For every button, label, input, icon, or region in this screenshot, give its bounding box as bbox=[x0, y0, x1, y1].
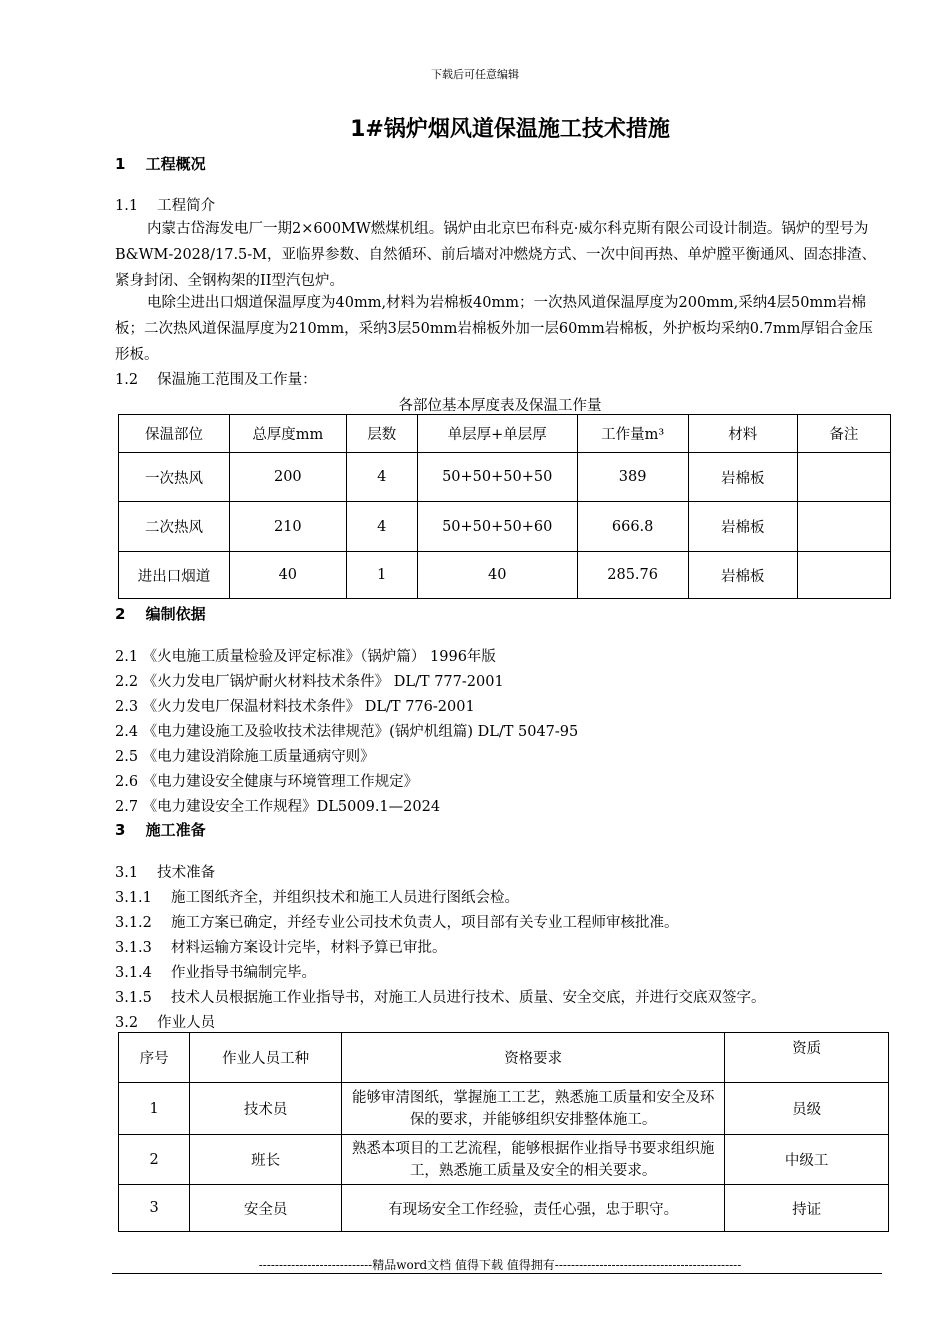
table-cell: 50+50+50+50 bbox=[417, 453, 577, 502]
table-cell: 中级工 bbox=[725, 1135, 889, 1185]
table-cell: 班长 bbox=[190, 1135, 342, 1185]
table-cell: 3 bbox=[119, 1185, 190, 1232]
table-cell: 持证 bbox=[725, 1185, 889, 1232]
section-2-heading: 2 编制依据 bbox=[115, 605, 206, 623]
header-note: 下载后可任意编辑 bbox=[431, 68, 519, 81]
table-cell: 389 bbox=[577, 453, 688, 502]
reference-item: 2.7 《电力建设安全工作规程》DL5009.1—2024 bbox=[115, 799, 441, 815]
table-cell: 一次热风 bbox=[119, 453, 230, 502]
table-cell: 4 bbox=[346, 453, 417, 502]
section-1-1-heading: 1.1 工程简介 bbox=[115, 198, 216, 214]
table-row bbox=[119, 552, 891, 599]
table-cell: 1 bbox=[346, 552, 417, 599]
table-cell: 有现场安全工作经验，责任心强，忠于职守。 bbox=[342, 1185, 725, 1232]
header-cell: 保温部位 bbox=[119, 415, 230, 453]
table-cell: 1 bbox=[119, 1083, 190, 1135]
thickness-table bbox=[118, 414, 891, 599]
table-cell: 技术员 bbox=[190, 1083, 342, 1135]
reference-item: 2.4 《电力建设施工及验收技术法律规范》(锅炉机组篇) DL/T 5047-95 bbox=[115, 724, 579, 740]
header-cell: 备注 bbox=[797, 415, 890, 453]
table-header-row bbox=[119, 415, 891, 453]
preparation-item: 3.1.5 技术人员根据施工作业指导书，对施工人员进行技术、质量、安全交底，并进行交底双签字。 bbox=[115, 990, 766, 1006]
footer-note: ----------------------------精品word文档 值得下载 值得拥有---------------------------------------------- bbox=[258, 1258, 742, 1272]
reference-item: 2.3 《火力发电厂保温材料技术条件》 DL/T 776-2001 bbox=[115, 699, 475, 715]
table-cell: 进出口烟道 bbox=[119, 552, 230, 599]
table-row bbox=[119, 1185, 889, 1232]
header-cell: 总厚度mm bbox=[230, 415, 347, 453]
header-cell: 材料 bbox=[688, 415, 797, 453]
table-cell: 40 bbox=[417, 552, 577, 599]
table-cell: 岩棉板 bbox=[688, 552, 797, 599]
header-cell: 资格要求 bbox=[342, 1033, 725, 1083]
footer-rule bbox=[112, 1273, 882, 1274]
section-3-1-heading: 3.1 技术准备 bbox=[115, 865, 216, 881]
section-3-heading: 3 施工准备 bbox=[115, 821, 206, 839]
table-cell bbox=[797, 502, 890, 552]
table-cell: 岩棉板 bbox=[688, 453, 797, 502]
table-cell bbox=[797, 552, 890, 599]
table-row bbox=[119, 1135, 889, 1185]
table-cell: 安全员 bbox=[190, 1185, 342, 1232]
header-cell: 层数 bbox=[346, 415, 417, 453]
table-row bbox=[119, 1083, 889, 1135]
page-title: 1#锅炉烟风道保温施工技术措施 bbox=[350, 117, 670, 142]
table-cell: 50+50+50+60 bbox=[417, 502, 577, 552]
table-cell: 40 bbox=[230, 552, 347, 599]
reference-item: 2.5 《电力建设消除施工质量通病守则》 bbox=[115, 749, 375, 765]
header-cell: 序号 bbox=[119, 1033, 190, 1083]
preparation-item: 3.1.2 施工方案已确定，并经专业公司技术负责人，项目部有关专业工程师审核批准。 bbox=[115, 915, 679, 931]
header-cell: 工作量m³ bbox=[577, 415, 688, 453]
table-cell: 666.8 bbox=[577, 502, 688, 552]
section-3-2-heading: 3.2 作业人员 bbox=[115, 1015, 216, 1031]
section-1-2-heading: 1.2 保温施工范围及工作量： bbox=[115, 372, 317, 388]
table-cell: 二次热风 bbox=[119, 502, 230, 552]
header-cell: 单层厚+单层厚 bbox=[417, 415, 577, 453]
section-1-heading: 1 工程概况 bbox=[115, 155, 206, 173]
header-cell: 资质 bbox=[725, 1033, 889, 1083]
personnel-table bbox=[118, 1032, 889, 1232]
table-cell bbox=[797, 453, 890, 502]
table-cell: 岩棉板 bbox=[688, 502, 797, 552]
preparation-item: 3.1.1 施工图纸齐全，并组织技术和施工人员进行图纸会检。 bbox=[115, 890, 520, 906]
table-cell: 员级 bbox=[725, 1083, 889, 1135]
reference-item: 2.1 《火电施工质量检验及评定标准》（锅炉篇） 1996年版 bbox=[115, 649, 496, 665]
table-header-row bbox=[119, 1033, 889, 1083]
reference-item: 2.2 《火力发电厂锅炉耐火材料技术条件》 DL/T 777-2001 bbox=[115, 674, 504, 690]
table-cell: 熟悉本项目的工艺流程，能够根据作业指导书要求组织施工，熟悉施工质量及安全的相关要求。 bbox=[342, 1135, 725, 1185]
table-cell: 2 bbox=[119, 1135, 190, 1185]
insulation-paragraph: 电除尘进出口烟道保温厚度为40mm,材料为岩棉板40mm；一次热风道保温厚度为200mm,采纳4层50mm岩棉板；二次热风道保温厚度为210mm，采纳3层50mm岩棉板外加一层60mm岩棉板，外护板均采纳0.7mm厚铝合金压形板。 bbox=[115, 295, 873, 363]
table-cell: 4 bbox=[346, 502, 417, 552]
reference-item: 2.6 《电力建设安全健康与环境管理工作规定》 bbox=[115, 774, 419, 790]
table-row bbox=[119, 453, 891, 502]
overview-paragraph: 内蒙古岱海发电厂一期2×600MW燃煤机组。锅炉由北京巴布科克·威尔科克斯有限公司设计制造。锅炉的型号为B&WM-2028/17.5-M，亚临界参数、自然循环、前后墙对冲燃烧方式、一次中间再热、单炉膛平衡通风、固态排渣、紧身封闭、全钢构架的II型汽包炉。 bbox=[115, 221, 877, 289]
table-cell: 能够审清图纸，掌握施工工艺，熟悉施工质量和安全及环保的要求，并能够组织安排整体施工。 bbox=[342, 1083, 725, 1135]
table-cell: 200 bbox=[230, 453, 347, 502]
table-caption: 各部位基本厚度表及保温工作量 bbox=[398, 398, 602, 414]
table-cell: 285.76 bbox=[577, 552, 688, 599]
table-row bbox=[119, 502, 891, 552]
header-cell: 作业人员工种 bbox=[190, 1033, 342, 1083]
table-cell: 210 bbox=[230, 502, 347, 552]
preparation-item: 3.1.3 材料运输方案设计完毕，材料予算已审批。 bbox=[115, 940, 447, 956]
preparation-item: 3.1.4 作业指导书编制完毕。 bbox=[115, 965, 317, 981]
